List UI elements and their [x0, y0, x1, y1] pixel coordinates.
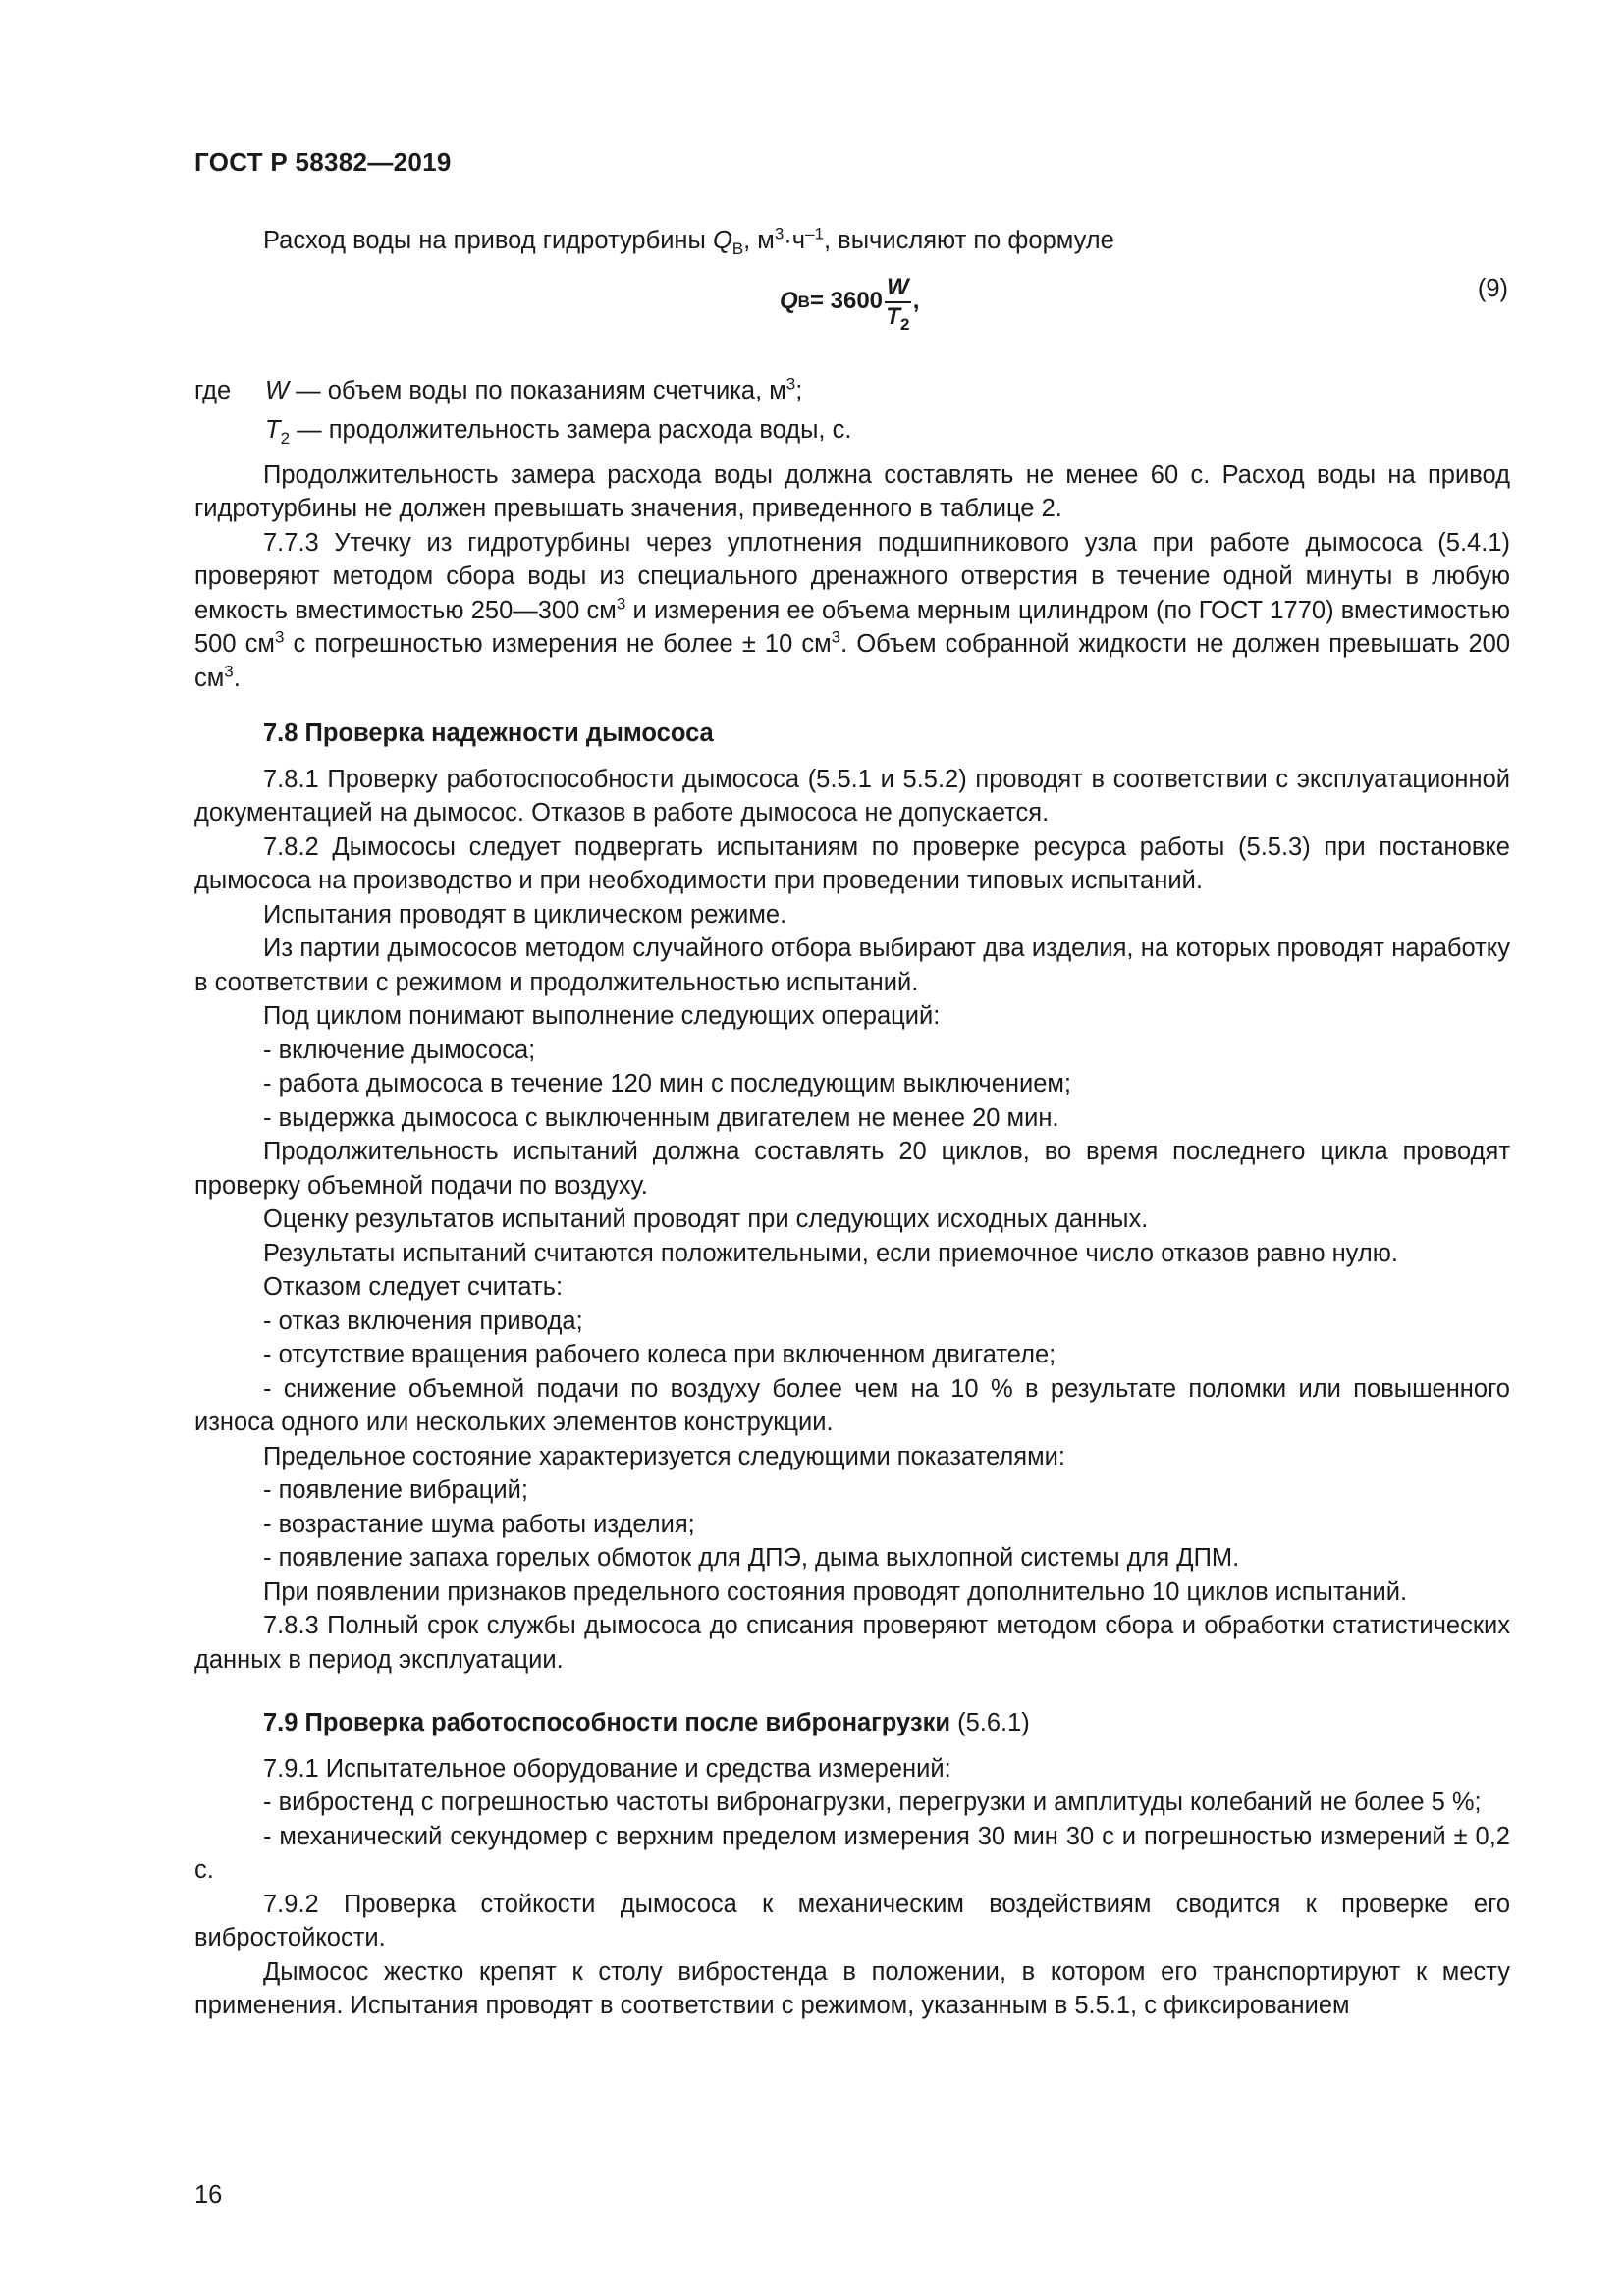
paragraph: 7.8.3 Полный срок службы дымососа до списания проверяют методом сбора и обработки статистических данных в период эксплуатации.: [194, 1612, 1510, 1674]
list-item: - отсутствие вращения рабочего колеса при включенном двигателе;: [263, 1341, 1056, 1368]
list-item: - появление запаха горелых обмоток для ДПЭ, дыма выхлопной системы для ДПМ.: [263, 1544, 1240, 1572]
page-content: [194, 224, 1510, 2023]
list-item: - работа дымососа в течение 120 мин с последующим выключением;: [263, 1070, 1071, 1097]
where-row-t: $T_2$ — продолжительность замера расхода воды, с.: [265, 416, 852, 449]
where-block: [194, 372, 1510, 451]
section-heading-7-8: 7.8 Проверка надежности дымососа: [263, 720, 714, 747]
paragraph: Результаты испытаний считаются положительными, если приемочное число отказов равно нулю.: [263, 1239, 1398, 1267]
paragraph: 7.8.1 Проверку работоспособности дымососа (5.5.1 и 5.5.2) проводят в соответствии с эксплуатационной документацией на дымосос. Отказов в работе дымососа не допускается.: [194, 765, 1510, 827]
paragraph: Отказом следует считать:: [263, 1273, 564, 1301]
paragraph: 7.9.1 Испытательное оборудование и средства измерений:: [263, 1754, 951, 1783]
paragraph: Продолжительность испытаний должна составлять 20 циклов, во время последнего цикла проводят проверку объемной подачи по воздуху.: [194, 1138, 1510, 1200]
formula-9: Q B = 3600 $\frac{W}{T_2}$ ,: [780, 273, 920, 334]
list-item: - выдержка дымососа с выключенным двигателем не менее 20 мин.: [263, 1103, 1059, 1132]
paragraph: 7.9.2 Проверка стойкости дымососа к механическим воздействиям сводится к проверке его вибростойкости.: [194, 1890, 1510, 1951]
list-item: - отказ включения привода;: [263, 1307, 583, 1335]
paragraph: Оценку результатов испытаний проводят при следующих исходных данных.: [263, 1205, 1149, 1233]
document-header: ГОСТ Р 58382—2019: [194, 147, 452, 177]
list-item: - включение дымососа;: [263, 1036, 536, 1064]
list-item: - вибростенд с погрешностью частоты вибронагрузки, перегрузки и амплитуды колебаний не более 5 %;: [263, 1789, 1482, 1816]
paragraph-duration: Продолжительность замера расхода воды должна составлять не менее 60 с. Расход воды на привод гидротурбины не должен превышать значения, приведенного в таблице 2.: [194, 460, 1510, 522]
paragraph-7-7-3: 7.7.3 Утечку из гидротурбины через уплотнения подшипникового узла при работе дымососа (5.4.1) проверяют методом сбора воды из специального дренажного отверстия в течение одной минуты в любую емкость вместимостью 250—300 $см^3$ и измерения ее объема мерным цилиндром (по ГОСТ 1770) вместимостью 500 $см^3$ с погрешностью измерения не более ± 10 $см^3$. Объем собранной жидкости не должен превышать 200 $см^3$.: [194, 528, 1511, 692]
paragraph: Из партии дымососов методом случайного отбора выбирают два изделия, на которых проводят наработку в соответствии с режимом и продолжительностью испытаний.: [194, 934, 1510, 996]
paragraph: Предельное состояние характеризуется следующими показателями:: [263, 1442, 1065, 1470]
formula-block: [194, 272, 1510, 362]
list-item: - снижение объемной подачи по воздуху более чем на 10 % в результате поломки или повышенного износа одного или нескольких элементов конструкции.: [194, 1374, 1510, 1436]
section-heading-7-9: 7.9 Проверка работоспособности после вибронагрузки (5.6.1): [263, 1709, 1030, 1736]
page-number: 16: [194, 2181, 223, 2209]
paragraph: 7.8.2 Дымососы следует подвергать испытаниям по проверке ресурса работы (5.5.3) при постановке дымососа на производство и при необходимости при проведении типовых испытаний.: [194, 832, 1510, 894]
paragraph: При появлении признаков предельного состояния проводят дополнительно 10 циклов испытаний.: [263, 1577, 1408, 1606]
paragraph: Испытания проводят в циклическом режиме.: [263, 900, 787, 929]
where-row-w: где W — объем воды по показаниям счетчика, $м^3$;: [194, 374, 803, 405]
formula-fraction: $\frac{W}{T_2}$: [886, 273, 910, 334]
equation-number: (9): [1477, 274, 1508, 302]
paragraph-last: Дымосос жестко крепят к столу вибростенда в положении, в котором его транспортируют к месту применения. Испытания проводят в соответствии с режимом, указанным в 5.5.1, с фиксированием: [194, 1957, 1510, 2019]
intro-paragraph: Расход воды на привод гидротурбины $Q_В$, $м^3\cdot ч^{-1}$, вычисляют по формуле: [263, 224, 1114, 259]
paragraph: Под циклом понимают выполнение следующих операций:: [263, 1002, 941, 1030]
list-item: - возрастание шума работы изделия;: [263, 1510, 695, 1538]
list-item: - механический секундомер с верхним пределом измерения 30 мин 30 с и погрешностью измерений ± 0,2 с.: [194, 1822, 1510, 1884]
list-item: - появление вибраций;: [263, 1476, 528, 1504]
